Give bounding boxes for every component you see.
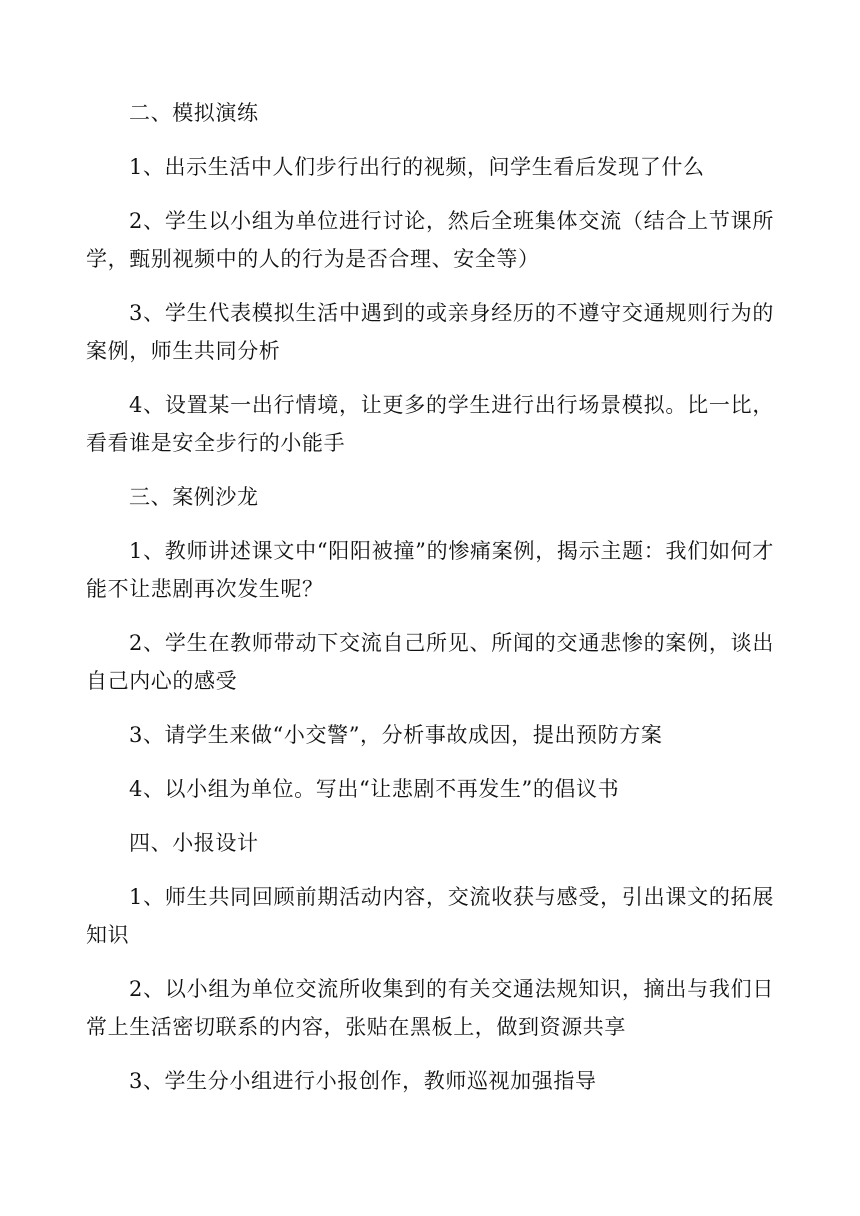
paragraph: 3、学生分小组进行小报创作，教师巡视加强指导: [129, 1069, 597, 1093]
paragraph: 1、教师讲述课文中“阳阳被撞”的惨痛案例，揭示主题：我们如何才能不让悲剧再次发生呢？: [86, 539, 774, 601]
paragraph: 2、学生在教师带动下交流自己所见、所闻的交通悲惨的案例，谈出自己内心的感受: [86, 631, 774, 693]
paragraph: 1、师生共同回顾前期活动内容，交流收获与感受，引出课文的拓展知识: [86, 885, 774, 947]
paragraph: 2、学生以小组为单位进行讨论，然后全班集体交流（结合上节课所学，甄别视频中的人的行为是否合理、安全等）: [86, 209, 774, 271]
section-heading: 二、模拟演练: [129, 101, 259, 125]
section-heading: 三、案例沙龙: [129, 485, 259, 509]
paragraph: 3、学生代表模拟生活中遇到的或亲身经历的不遵守交通规则行为的案例，师生共同分析: [86, 301, 774, 363]
section-heading: 四、小报设计: [129, 831, 259, 855]
paragraph: 3、请学生来做“小交警”，分析事故成因，提出预防方案: [129, 723, 663, 747]
paragraph: 4、设置某一出行情境，让更多的学生进行出行场景模拟。比一比，看看谁是安全步行的小能手: [86, 393, 774, 455]
document-body: [86, 94, 774, 1116]
paragraph: 1、出示生活中人们步行出行的视频，问学生看后发现了什么: [129, 155, 705, 179]
paragraph: 4、以小组为单位。写出“让悲剧不再发生”的倡议书: [129, 777, 620, 801]
paragraph: 2、以小组为单位交流所收集到的有关交通法规知识，摘出与我们日常上生活密切联系的内容，张贴在黑板上，做到资源共享: [86, 977, 774, 1039]
